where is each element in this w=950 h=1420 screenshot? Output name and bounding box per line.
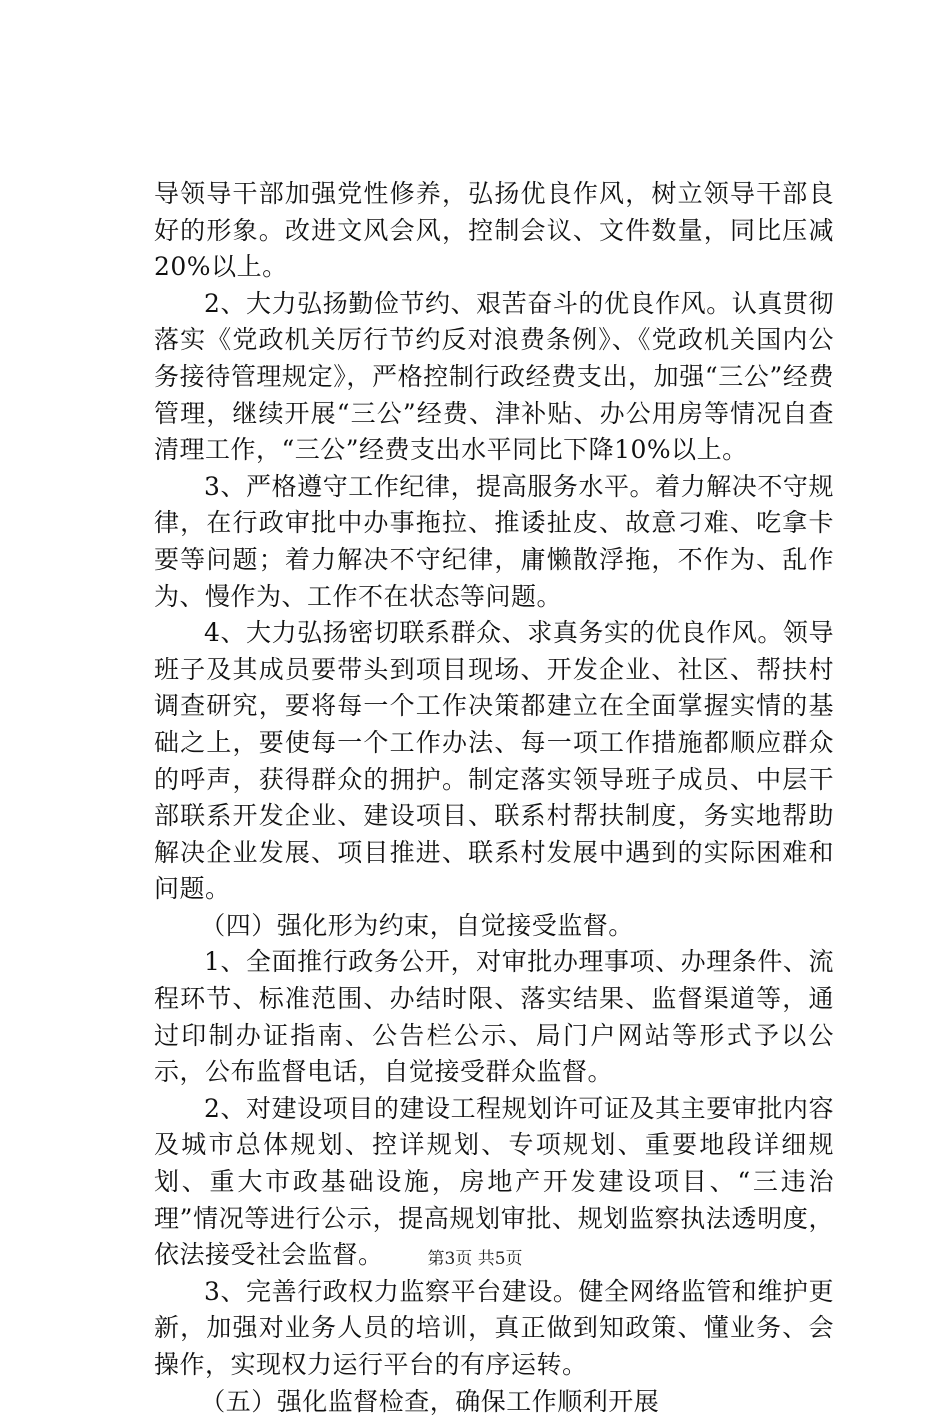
paragraph-continuation: 导领导干部加强党性修养，弘扬优良作风，树立领导干部良好的形象。改进文风会风，控制会议、文件数量，同比压减20%以上。 [154,179,834,282]
section-heading-5: （五）强化监督检查，确保工作顺利开展 [200,1386,660,1416]
document-body [154,176,834,1420]
paragraph-item-3: 3、严格遵守工作纪律，提高服务水平。着力解决不守规律，在行政审批中办事拖拉、推诿扯皮、故意刁难、吃拿卡要等问题；着力解决不守纪律，庸懒散浮拖，不作为、乱作为、慢作为、工作不在状态等问题。 [154,471,834,611]
section-heading-4: （四）强化形为约束，自觉接受监督。 [200,910,634,940]
paragraph-item-2: 2、大力弘扬勤俭节约、艰苦奋斗的优良作风。认真贯彻落实《党政机关厉行节约反对浪费条例》、《党政机关国内公务接待管理规定》，严格控制行政经费支出，加强“三公”经费管理，继续开展“三公”经费、津补贴、办公用房等情况自查清理工作，“三公”经费支出水平同比下降10%以上。 [154,288,834,465]
paragraph-item-1: 1、全面推行政务公开，对审批办理事项、办理条件、流程环节、标准范围、办结时限、落实结果、监督渠道等，通过印制办证指南、公告栏公示、局门户网站等形式予以公示，公布监督电话，自觉接受群众监督。 [154,947,834,1087]
paragraph-item-3b: 3、完善行政权力监察平台建设。健全网络监管和维护更新，加强对业务人员的培训，真正做到知政策、懂业务、会操作，实现权力运行平台的有序运转。 [154,1276,834,1379]
paragraph-item-2b: 2、对建设项目的建设工程规划许可证及其主要审批内容及城市总体规划、控详规划、专项规划、重要地段详细规划、重大市政基础设施，房地产开发建设项目、“三违治理”情况等进行公示，提高规划审批、规划监察执法透明度，依法接受社会监督。 [154,1093,834,1270]
paragraph-item-4: 4、大力弘扬密切联系群众、求真务实的优良作风。领导班子及其成员要带头到项目现场、开发企业、社区、帮扶村调查研究，要将每一个工作决策都建立在全面掌握实情的基础之上，要使每一个工作办法、每一项工作措施都顺应群众的呼声，获得群众的拥护。制定落实领导班子成员、中层干部联系开发企业、建设项目、联系村帮扶制度，务实地帮助解决企业发展、项目推进、联系村发展中遇到的实际困难和问题。 [154,618,834,904]
page-number-footer: 第3页 共5页 [427,1249,523,1269]
